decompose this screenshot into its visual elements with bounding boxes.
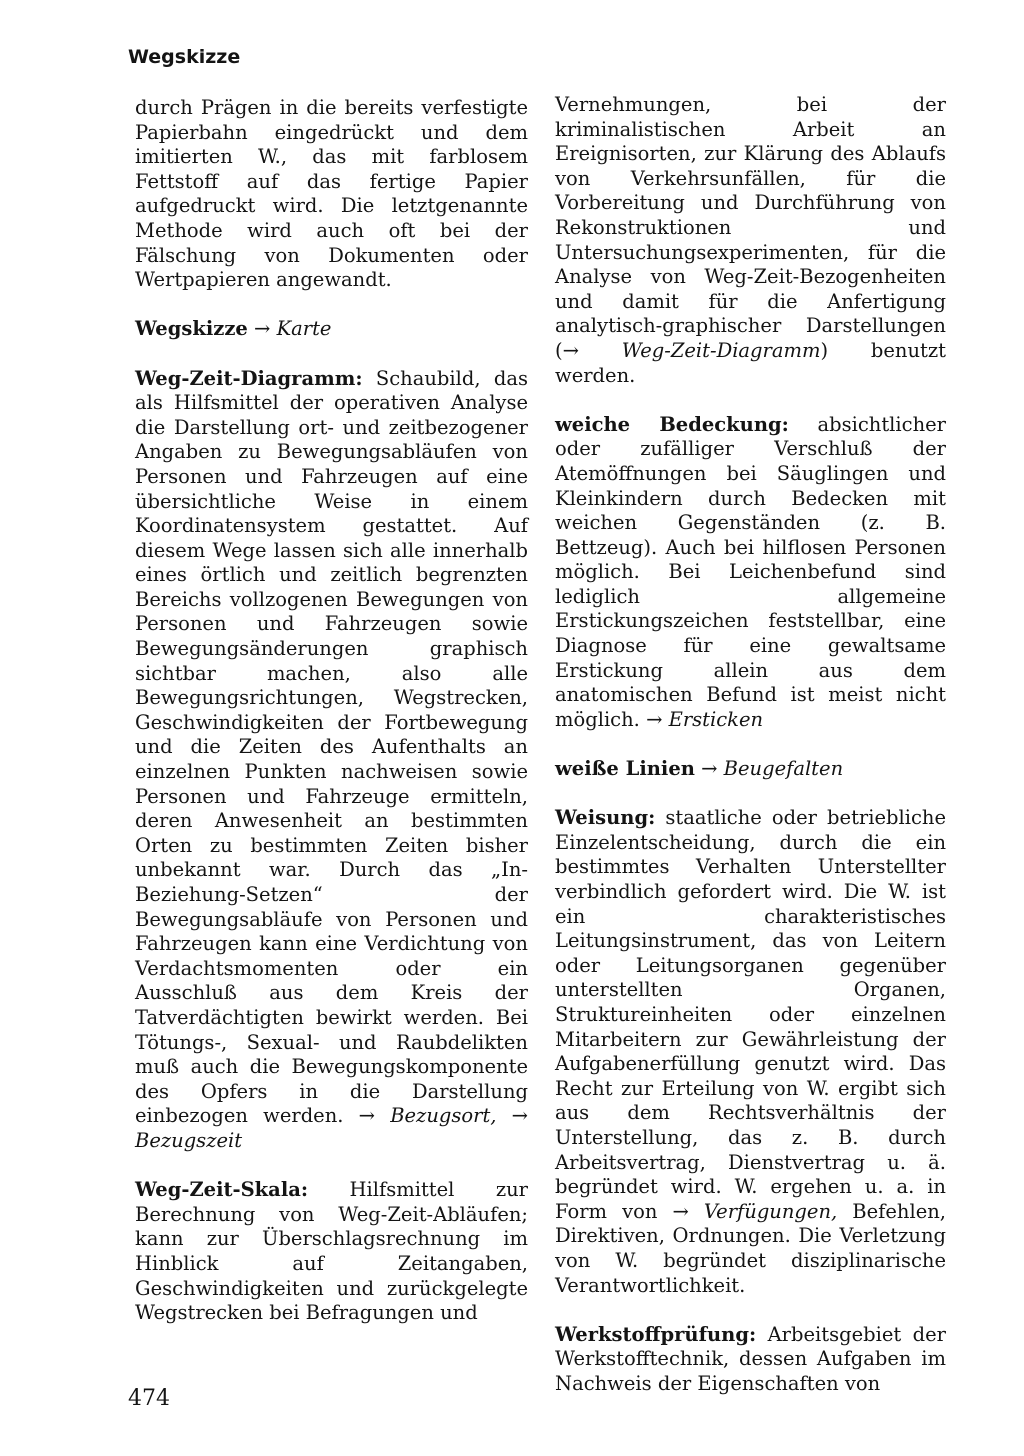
entry-text: Schaubild, das als Hilfsmittel der operativen Analyse die Darstellung ort- und zeitbezogener Angaben zu Bewegungsabläufen von Personen und Fahrzeugen auf eine übersichtliche Weise in einem Koordinatensystem gestattet. Auf diesem Wege lassen sich alle innerhalb eines örtlich und zeitlich begrenzten Bereichs vollzogenen Bewegungen von Personen und Fahrzeugen sowie Bewegungsänderungen graphisch sichtbar machen, also alle Bewegungsrichtungen, Wegstrecken, Geschwindigkeiten der Fortbewegung und die Zeiten des Aufenthalts an einzelnen Punkten nachweisen sowie Personen und Fahrzeuge ermitteln, deren Anwesenheit an bestimmten Orten zu bestimmten Zeiten bisher unbekannt war. Durch das „In-Beziehung-Setzen“ der Bewegungsabläufe von Personen und Fahrzeugen kann eine Verdichtung von Verdachtsmomenten oder ein Ausschluß aus dem Kreis der Tatverdächtigten bewirkt werden. Bei Tötungs-, Sexual- und Raubdelikten muß auch die Bewegungskomponente des Opfers in die Darstellung einbezogen werden. → — [135, 366, 528, 1128]
entry-continuation — [135, 96, 528, 293]
left-column — [135, 96, 528, 1350]
cross-reference: Weg-Zeit-Diagramm — [621, 338, 821, 362]
entry-weisse-linien — [555, 757, 946, 782]
page-number: 474 — [128, 1386, 170, 1411]
entry-weiche-bedeckung — [555, 413, 946, 733]
entry-lemma: weiche Bedeckung: — [555, 412, 789, 436]
entry-lemma: Weisung: — [555, 806, 656, 830]
entry-text: → — [694, 757, 724, 781]
entry-weisung — [555, 806, 946, 1298]
entry-text-tail: Befehlen, Direktiven, Ordnungen. Die Verletzung von W. begründet disziplinarische Verantwortlichkeit. — [555, 1199, 946, 1297]
cross-reference: Beugefalten — [723, 757, 844, 781]
right-column — [555, 93, 946, 1421]
entry-text: staatliche oder betriebliche Einzelentscheidung, durch die ein bestimmtes Verhalten Unterstellter verbindlich gefordert wird. Die W. ist ein charakteristisches Leitungsinstrument, das von Leitern oder Leitungsorganen gegenüber unterstellten Organen, Struktureinheiten oder einzelnen Mitarbeitern zur Gewährleistung der Aufgabenerfüllung genutzt wird. Das Recht zur Erteilung von W. ergibt sich aus dem Rechtsverhältnis der Unterstellung, das z. B. durch Arbeitsvertrag, Dienstvertrag u. ä. begründet wird. W. ergehen u. a. in Form von → — [555, 806, 946, 1223]
entry-text: Vernehmungen, bei der kriminalistischen Arbeit an Ereignisorten, zur Klärung des Ablaufs von Verkehrsunfällen, für die Vorbereitung und Durchführung von Rekonstruktionen und Untersuchungsexperimenten, für die Analyse von Weg-Zeit-Bezogenheiten und damit für die Anfertigung analytisch-graphischer Darstellungen (→ — [555, 93, 946, 362]
entry-lemma: weiße Linien — [555, 757, 695, 781]
entry-lemma: Wegskizze — [135, 317, 248, 341]
running-head: Wegskizze — [128, 46, 241, 68]
entry-lemma: Weg-Zeit-Skala: — [135, 1178, 309, 1202]
entry-lemma: Weg-Zeit-Diagramm: — [135, 366, 363, 390]
entry-weg-zeit-diagramm — [135, 367, 528, 1154]
entry-lemma: Werkstoffprüfung: — [555, 1322, 757, 1346]
entry-text: Hilfsmittel zur Berechnung von Weg-Zeit-Abläufen; kann zur Überschlagsrechnung im Hinblick auf Zeitangaben, Geschwindigkeiten und zurückgelegte Wegstrecken bei Befragungen und — [135, 1178, 528, 1325]
cross-reference: Bezugsort, → Bezugszeit — [135, 1104, 528, 1152]
entry-continuation — [555, 93, 946, 388]
entry-wegskizze — [135, 317, 528, 342]
entry-weg-zeit-skala — [135, 1178, 528, 1326]
entry-text: Arbeitsgebiet der Werkstofftechnik, dessen Aufgaben im Nachweis der Eigenschaften von — [555, 1322, 946, 1395]
entry-werkstoffpruefung — [555, 1323, 946, 1397]
entry-text: durch Prägen in die bereits verfestigte Papierbahn eingedrückt und dem imitierten W., das mit farblosem Fettstoff auf das fertige Papier aufgedruckt wird. Die letztgenannte Methode wird auch oft bei der Fälschung von Dokumenten oder Wertpapieren angewandt. — [135, 96, 528, 292]
cross-reference: Karte — [276, 317, 332, 341]
cross-reference: Ersticken — [668, 707, 764, 731]
cross-reference: Verfügungen, — [703, 1199, 838, 1223]
entry-text-tail: ) benutzt werden. — [555, 338, 946, 387]
entry-text: absichtlicher oder zufälliger Verschluß der Atemöffnungen bei Säuglingen und Kleinkindern durch Bedecken mit weichen Gegenständen (z. B. Bettzeug). Auch bei hilflosen Personen möglich. Bei Leichenbefund sind lediglich allgemeine Erstickungszeichen feststellbar, eine Diagnose für eine gewaltsame Erstickung allein aus dem anatomischen Befund ist meist nicht möglich. → — [555, 412, 946, 731]
entry-text: → — [247, 317, 277, 341]
